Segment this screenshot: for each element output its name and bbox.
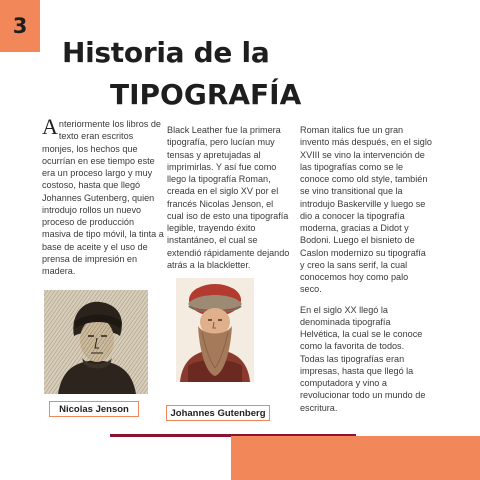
portrait-nicolas-jenson [44, 290, 148, 394]
column-2-text: Black Leather fue la primera tipografía, pero lucían muy tensas y apretujadas al imprimirlas. Y así fue como llego la tipografía Roman, creada en el siglo XV por el francés Nicolas Jenson, el cual iso de esto una tipografía legible, trayendo éxito instantáneo, el cual se extendió rápidamente dejando atrás a la blackletter. [167, 125, 290, 270]
title-line-2: TIPOGRAFÍA [110, 78, 302, 111]
painted-portrait-image [176, 278, 254, 382]
column-3-paragraph-2: En el siglo XX llegó la denominada tipografía Helvética, la cual se le conoce como la favorita de todos. [300, 304, 423, 352]
page-number-badge [0, 0, 40, 52]
caption-nicolas-jenson: Nicolas Jenson [49, 401, 139, 417]
decorative-orange-block [231, 436, 480, 480]
column-1-text: nteriormente los libros de texto eran escritos monjes, los hechos que ocurrían en ese tiempo este era un proceso largo y muy costoso, hasta que llegó Johannes Gutenberg, quien introdujo rollos un nuevo proceso de producción masiva de tipo móvil, la tinta a base de aceite y el uso de prensa de impresión en madera. [42, 119, 164, 276]
column-3-paragraph-1: Roman italics fue un gran invento más después, en el siglo XVIII se vino la intervención de las tipografías como se le conoce como old style, también se vino transitional que la introdujo Baskerville y luego se dio a conocer la tipografía moderna, gracias a Didot y Bodoni. Luego el bisnieto de Caslon modernizo su tipografía y creo la sans serif, la cual conocemos hoy como palo seco. [300, 125, 432, 295]
text-column-1 [42, 114, 164, 277]
title-line-1: Historia de la [62, 36, 270, 69]
page-number: 3 [12, 14, 28, 38]
text-column-3 [300, 124, 432, 414]
engraving-portrait-image [44, 290, 148, 394]
text-column-2 [167, 124, 291, 271]
column-3-paragraph-3: Todas las tipografías eran impresas, hasta que llegó la computadora y vino a revolucionar todo un mundo de escritura. [300, 353, 426, 413]
caption-johannes-gutenberg: Johannes Gutenberg [166, 405, 270, 421]
portrait-johannes-gutenberg [176, 278, 254, 382]
column-1-paragraph [42, 114, 164, 277]
drop-cap: A [42, 114, 58, 139]
